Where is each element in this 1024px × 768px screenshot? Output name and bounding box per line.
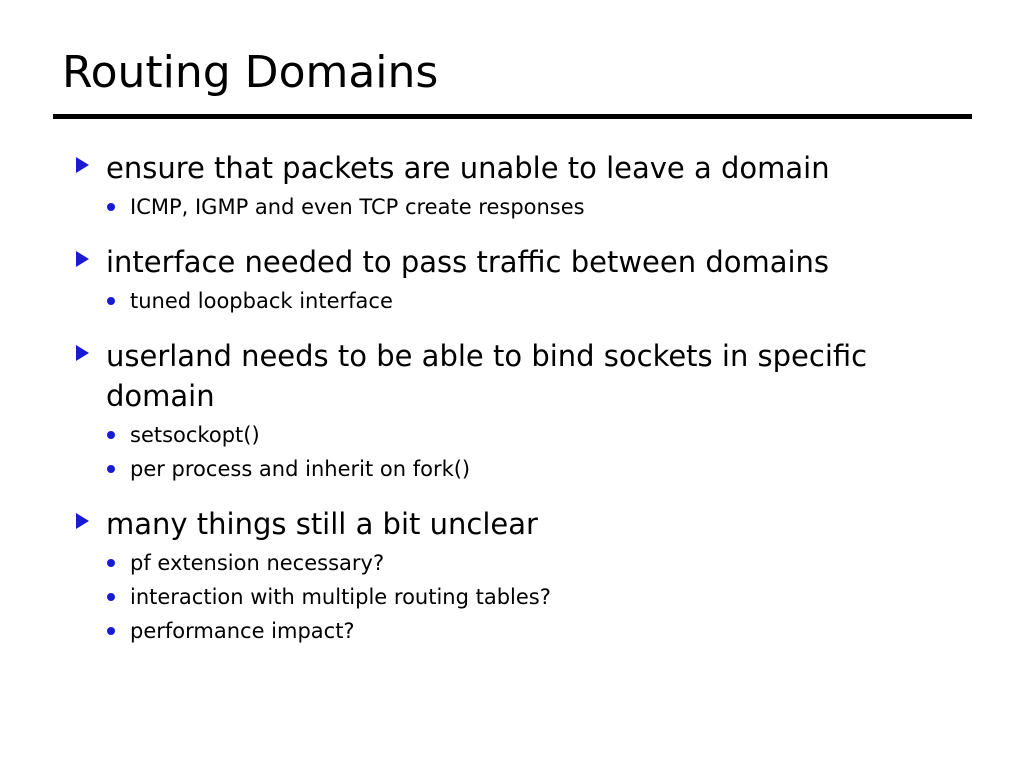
bullet-text: many things still a bit unclear	[106, 507, 538, 542]
bullet-group	[70, 336, 970, 486]
dot-bullet-icon	[107, 593, 115, 601]
dot-bullet-icon	[107, 203, 115, 211]
sub-bullet-text: setsockopt()	[130, 423, 260, 448]
sub-bullet-text: per process and inherit on fork()	[130, 457, 471, 482]
bullet-group	[70, 242, 970, 318]
bullet-group	[70, 504, 970, 648]
dot-bullet-icon	[107, 559, 115, 567]
bullet-text: ensure that packets are unable to leave a domain	[106, 151, 830, 185]
sub-bullet-item	[70, 546, 970, 580]
bullet-text: interface needed to pass traffic between domains	[106, 245, 830, 280]
bullet-item	[70, 504, 970, 544]
sub-bullet-item	[70, 580, 970, 614]
sub-bullet-text: tuned loopback interface	[130, 289, 393, 314]
dot-bullet-icon	[107, 627, 115, 635]
dot-bullet-icon	[107, 297, 115, 305]
sub-bullet-text: pf extension necessary?	[130, 551, 385, 576]
bullet-item	[70, 336, 970, 416]
sub-bullet-item	[70, 418, 970, 452]
sub-bullet-list	[70, 418, 970, 486]
triangle-bullet-icon	[76, 251, 89, 267]
page-title: Routing Domains	[62, 47, 439, 98]
sub-bullet-item	[70, 614, 970, 648]
sub-bullet-list	[70, 190, 970, 224]
triangle-bullet-icon	[76, 513, 89, 529]
title-divider	[53, 114, 972, 119]
dot-bullet-icon	[107, 431, 115, 439]
sub-bullet-text: ICMP, IGMP and even TCP create responses	[130, 195, 585, 220]
sub-bullet-list	[70, 546, 970, 648]
sub-bullet-item	[70, 452, 970, 486]
sub-bullet-item	[70, 190, 970, 224]
slide-body	[70, 148, 970, 648]
bullet-text: userland needs to be able to bind sockets in specific domain	[106, 339, 868, 414]
sub-bullet-text: interaction with multiple routing tables?	[130, 585, 551, 610]
triangle-bullet-icon	[76, 157, 89, 173]
triangle-bullet-icon	[76, 345, 89, 361]
bullet-item	[70, 242, 970, 282]
sub-bullet-text: performance impact?	[130, 619, 355, 644]
bullet-group	[70, 148, 970, 224]
sub-bullet-item	[70, 284, 970, 318]
dot-bullet-icon	[107, 465, 115, 473]
bullet-item	[70, 148, 970, 188]
sub-bullet-list	[70, 284, 970, 318]
